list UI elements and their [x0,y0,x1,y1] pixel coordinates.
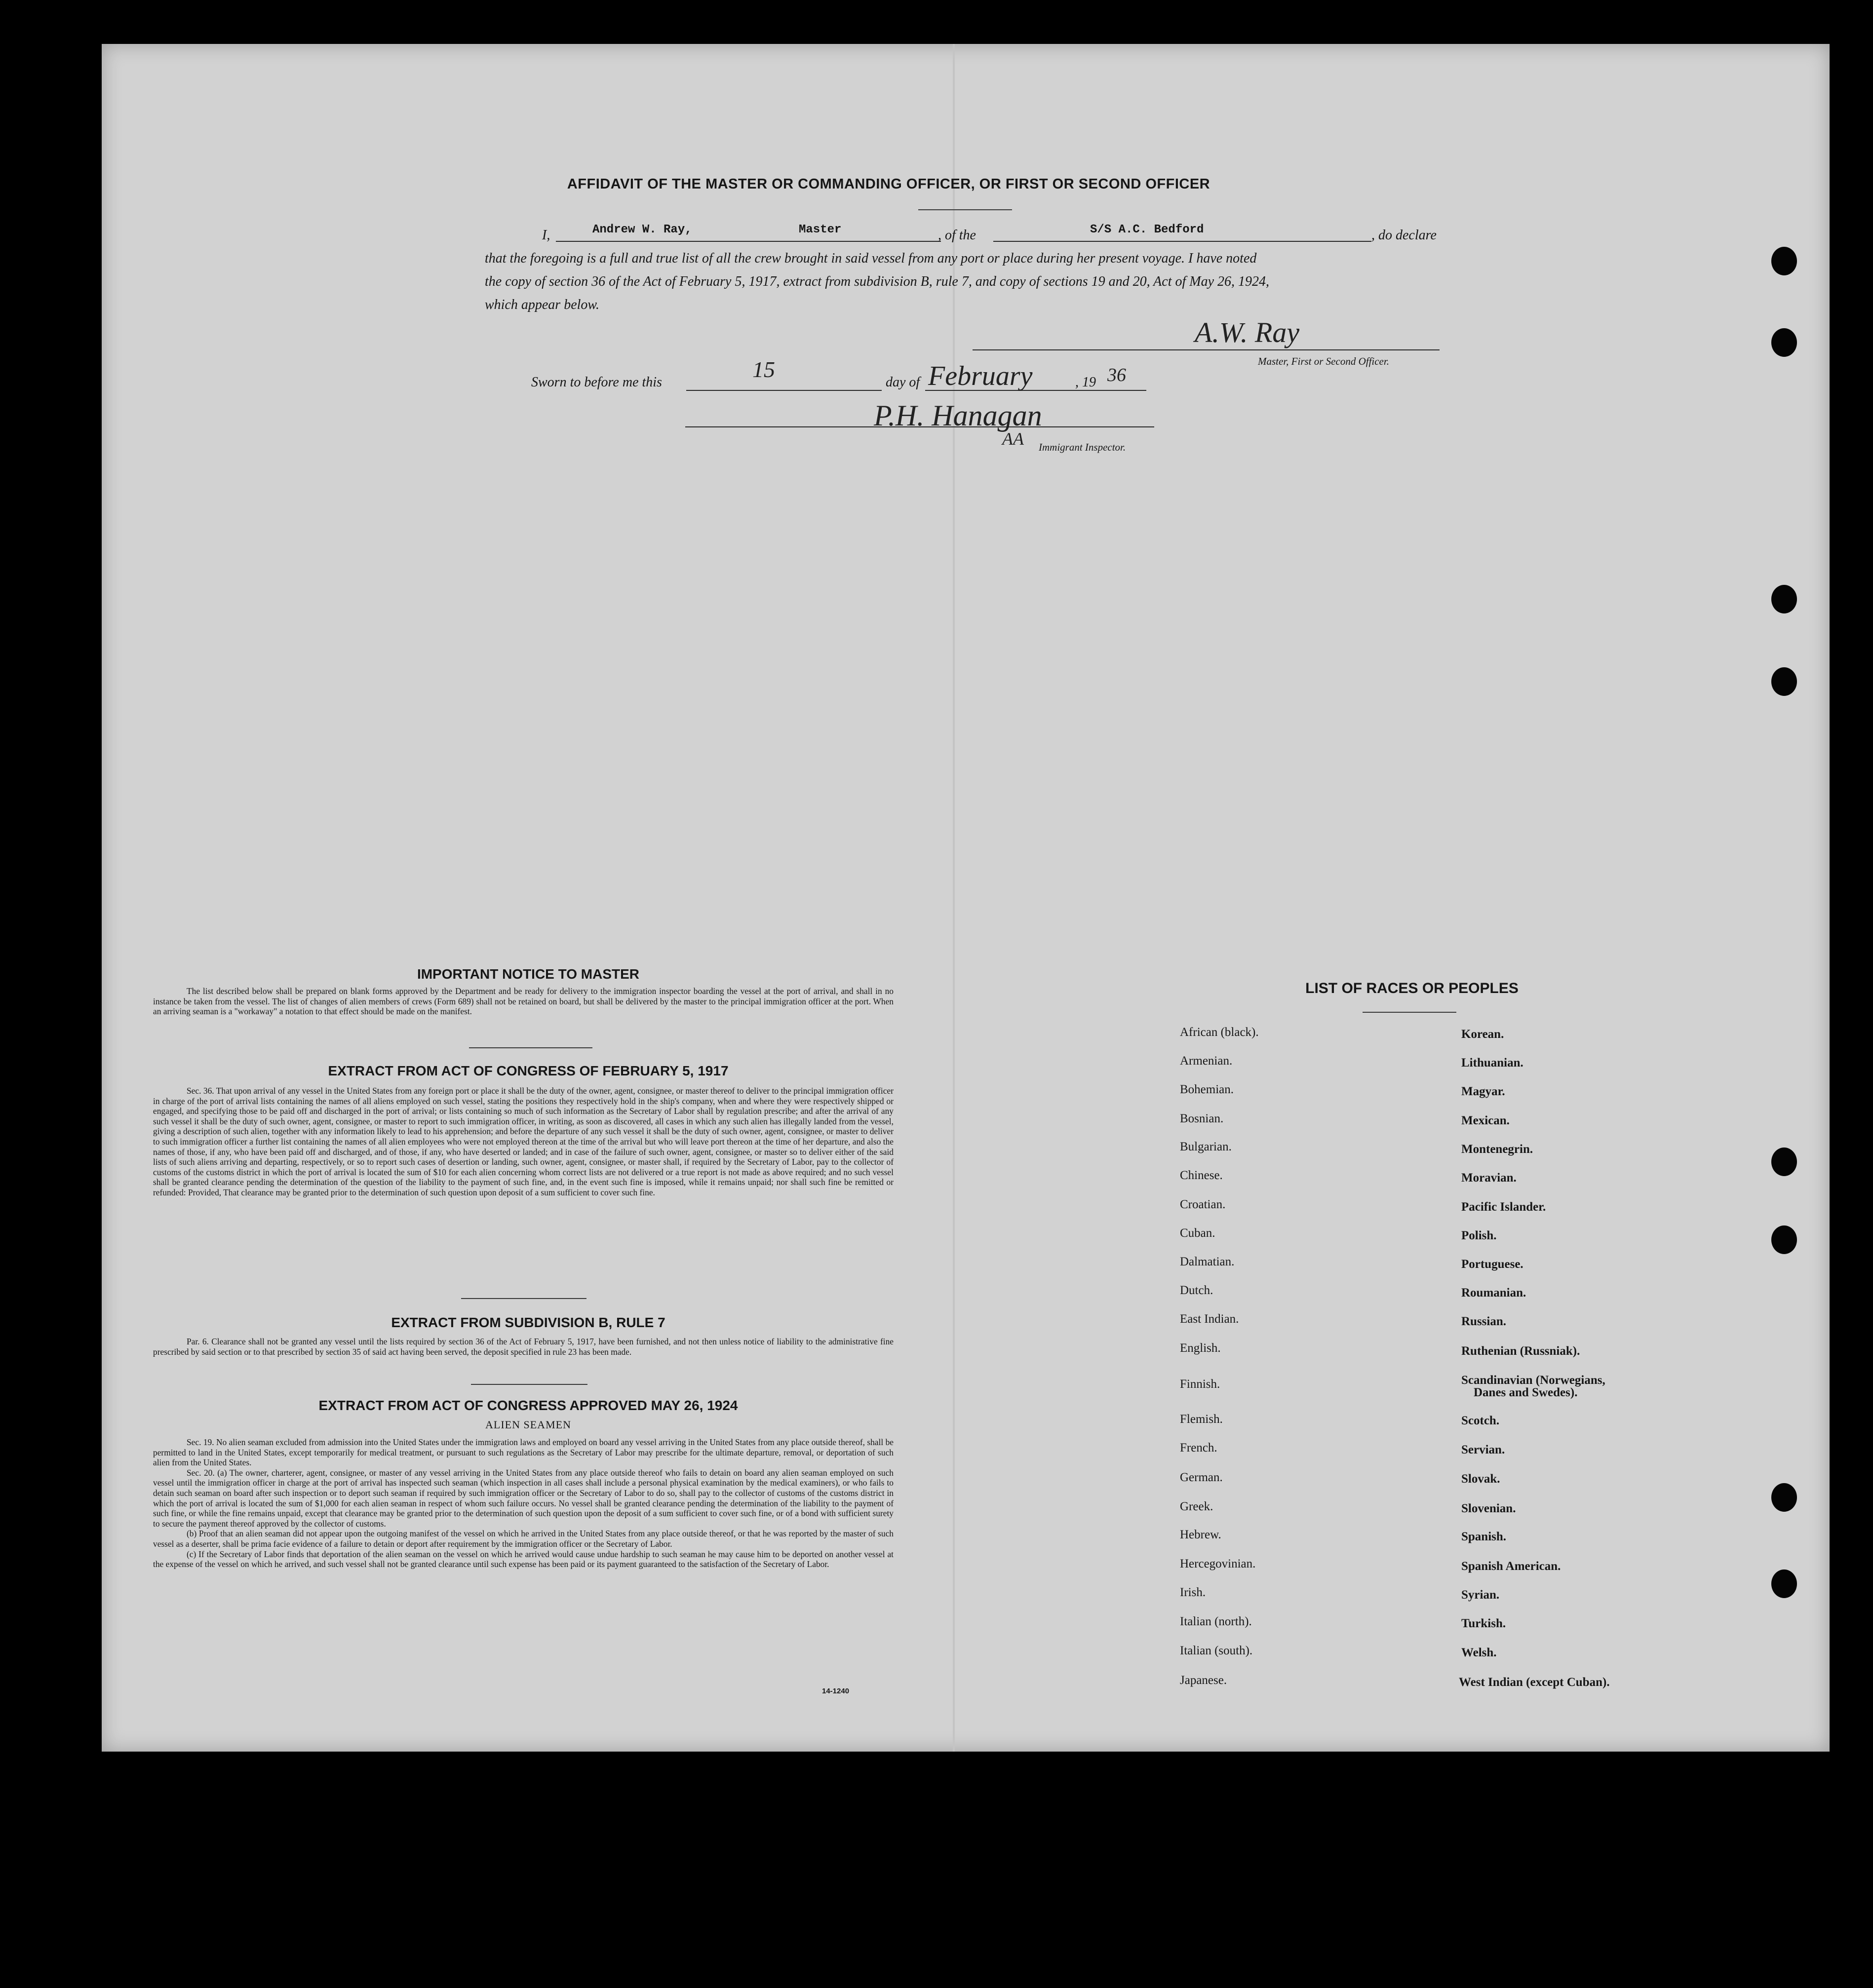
binder-hole [1771,667,1797,696]
master-caption: Master, First or Second Officer. [1258,355,1389,367]
extract-1924-title: EXTRACT FROM ACT OF CONGRESS APPROVED MAY 26, 1924 [318,1398,738,1413]
rule7-body [153,1337,894,1357]
race-item: Russian. [1461,1315,1507,1328]
master-name: Andrew W. Ray, [592,223,692,236]
affidavit-line3: the copy of section 36 of the Act of February 5, 1917, extract from subdivision B, rule 7, and copy of sections 19 and 20, Act of May 26, 1924, [485,274,1270,289]
race-item: Irish. [1180,1586,1206,1599]
vessel-underline [993,241,1371,242]
binder-hole [1771,1225,1797,1254]
extract-1917-rule [461,1298,586,1299]
binder-hole [1771,585,1797,613]
affidavit-title: AFFIDAVIT OF THE MASTER OR COMMANDING OFFICER, OR FIRST OR SECOND OFFICER [567,176,1210,192]
race-item: Mexican. [1461,1114,1510,1127]
race-item: Pacific Islander. [1461,1200,1546,1214]
race-item: Greek. [1180,1500,1213,1513]
race-item: Ruthenian (Russniak). [1461,1344,1580,1358]
section-20c-paragraph: (c) If the Secretary of Labor finds that deportation of the alien seaman on the vessel on which he arrived would cause undue hardship to such seaman he may cause him to be deported on another vessel at the expense of the vessel on which he arrived, and such vessel shall not be granted clearance until such expense has been paid or its payment guaranteed to the satisfaction of the Secretary of Labor. [153,1549,894,1569]
sworn-prefix: Sworn to before me this [531,375,662,390]
binder-hole [1771,247,1797,275]
binder-hole [1771,328,1797,357]
race-item: Scandinavian (Norwegians, [1461,1374,1605,1387]
form-number: 14-1240 [822,1687,850,1695]
race-item: Servian. [1461,1443,1505,1456]
title-rule [918,209,1012,210]
day-of-text: day of [886,375,920,390]
race-item: English. [1180,1341,1221,1355]
binder-hole [1771,1569,1797,1598]
section-20b-paragraph: (b) Proof that an alien seaman did not appear upon the outgoing manifest of the vessel on which he arrived in the United States from any place outside thereof, or that he was reported by the master of such vessel as a deserter, shall be prima facie evidence of a failure to detain or deport after requirement by the immigration officer or the Secretary of Labor. [153,1529,894,1549]
race-item: German. [1180,1471,1223,1484]
sworn-day: 15 [752,357,775,382]
race-item: Dalmatian. [1180,1255,1235,1268]
race-item: Polish. [1461,1229,1497,1242]
year-prefix: , 19 [1075,375,1096,390]
race-item: Hercegovinian. [1180,1557,1256,1570]
race-item: Lithuanian. [1461,1056,1523,1070]
day-underline [686,390,882,391]
notice-title: IMPORTANT NOTICE TO MASTER [417,966,640,982]
notice-paragraph: The list described below shall be prepared on blank forms approved by the Department and be ready for delivery to the immigration inspector boarding the vessel at the port of arrival, and shall in no instance be taken from the vessel. The list of changes of alien members of crews (Form 689) shall not be retained on board, but shall be delivered by the master to the principal immigration officer at the port. When an arriving seaman is a "workaway" a notation to that effect should be made on the manifest. [153,986,894,1017]
races-rule [1363,1012,1456,1013]
rule7-rule [471,1384,587,1385]
race-item: Scotch. [1461,1414,1500,1427]
extract-1917-body [153,1086,894,1198]
affidavit-line4: which appear below. [485,297,600,312]
section-36-paragraph: Sec. 36. That upon arrival of any vessel in the United States from any foreign port or place it shall be the duty of the owner, agent, consignee, or master thereof to deliver to the principal immigration officer in charge of the port of arrival lists containing the names of all aliens employed on such vessel, stating the positions they respectively hold in the ship's company, when and where they were respectively shipped or engaged, and specifying those to be paid off and discharged in the port of arrival; or lists containing so much of such information as the Secretary of Labor shall by regulation prescribe; and after the arrival of any such vessel it shall be the duty of such owner, agent, consignee, or master to report to such immigration officer, in writing, as soon as discovered, all cases in which any such alien has illegally landed from the vessel, giving a description of such alien, together with any information likely to lead to his apprehension; and before the departure of any such vessel it shall be the duty of such owner, agent, consignee, or master to deliver to such immigration officer a further list containing the names of all alien employees who were not employed thereon at the time of the arrival but who will leave port thereon at the time of her departure, and also the names of those, if any, who have been paid off and discharged, and of those, if any, who have deserted or landed; and in case of the failure of such owner, agent, consignee, or master so to deliver either of the said lists of such aliens arriving and departing, respectively, or so to report such cases of desertion or landing, such owner, agent, consignee, or master shall, if required by the Secretary of Labor, pay to the collector of customs of the customs district in which the port of arrival is located the sum of $10 for each alien concerning whom correct lists are not delivered or a true report is not made as above required; and no such vessel shall be granted clearance pending the determination of the question of the liability to the payment of such fine, and, in the event such fine is imposed, while it remains unpaid; nor shall such fine be remitted or refunded: Provided, That clearance may be granted prior to the determination of such question upon deposit of a sum sufficient to cover such fine. [153,1086,894,1197]
race-item: Spanish. [1461,1530,1507,1543]
race-item: Roumanian. [1461,1286,1526,1300]
race-item: Bosnian. [1180,1112,1224,1125]
rule7-title: EXTRACT FROM SUBDIVISION B, RULE 7 [391,1315,665,1330]
master-signature: A.W. Ray [1195,316,1300,348]
race-item: Slovak. [1461,1472,1500,1486]
race-item: Italian (south). [1180,1644,1253,1657]
race-item: African (black). [1180,1026,1259,1039]
binder-hole [1771,1483,1797,1512]
race-item: Bohemian. [1180,1083,1234,1096]
race-item: Hebrew. [1180,1528,1221,1541]
year-underline [1076,390,1146,391]
race-item: Cuban. [1180,1226,1215,1240]
of-the-text: , of the [938,228,976,243]
race-item: Portuguese. [1461,1258,1523,1271]
race-item: Italian (north). [1180,1615,1252,1628]
inspector-signature: P.H. Hanagan [874,399,1042,432]
inspector-caption: Immigrant Inspector. [1039,441,1126,453]
race-item: Moravian. [1461,1171,1517,1185]
race-item: Finnish. [1180,1377,1220,1391]
extract-1924-body [153,1437,894,1569]
race-item: Korean. [1461,1028,1504,1041]
name-underline [556,241,941,242]
race-item: Japanese. [1180,1674,1227,1687]
race-item: French. [1180,1441,1217,1454]
affidavit-line1-prefix: I, [542,228,550,243]
rule7-paragraph: Par. 6. Clearance shall not be granted any vessel until the lists required by section 36 of the Act of February 5, 1917, have been furnished, and not then unless notice of liability to the administrative fine prescribed by said section or to that prescribed by section 35 of said act having been served, the deposit specified in rule 23 has been made. [153,1337,894,1357]
master-signature-line [973,349,1440,350]
race-item: Montenegrin. [1461,1143,1533,1156]
race-item: Croatian. [1180,1198,1226,1211]
notice-body [153,986,894,1017]
race-item: West Indian (except Cuban). [1459,1676,1610,1689]
vessel-name: S/S A.C. Bedford [1090,223,1204,236]
race-item: Syrian. [1461,1588,1500,1602]
binder-hole [1771,1147,1797,1176]
race-item: Welsh. [1461,1646,1497,1659]
race-item: Dutch. [1180,1284,1213,1297]
race-item: Armenian. [1180,1054,1233,1068]
race-item: Bulgarian. [1180,1140,1232,1153]
page-fold [953,44,955,1752]
extract-1917-title: EXTRACT FROM ACT OF CONGRESS OF FEBRUARY 5, 1917 [328,1063,729,1078]
race-item: Spanish American. [1461,1560,1561,1573]
race-item: Danes and Swedes). [1474,1386,1578,1399]
alien-seamen-subtitle: ALIEN SEAMEN [485,1418,571,1431]
inspector-initials: AA [1002,429,1024,449]
race-item: Turkish. [1461,1617,1506,1630]
races-title: LIST OF RACES OR PEOPLES [1305,980,1519,996]
sworn-year: 36 [1107,365,1126,385]
notice-rule [469,1047,592,1048]
section-20a-paragraph: Sec. 20. (a) The owner, charterer, agent, consignee, or master of any vessel arriving in the United States from any place outside thereof who fails to detain on board any alien seaman employed on such vessel until the immigration officer in charge at the port of arrival has inspected such seaman (which inspection in all cases shall include a personal physical examination by the medical examiners), or who fails to detain such seaman on board after such inspection or to deport such seaman if required by such immigration officer or the Secretary of Labor to do so, shall pay to the collector of customs of the customs district in which the port of arrival is located the sum of $1,000 for each alien seaman in respect of whom such failure occurs. No vessel shall be granted clearance pending the determination of the liability to the payment of such fine, or while the fine remains unpaid, except that clearance may be granted prior to the determination of such question upon the deposit of a sum sufficient to cover such fine, or of a bond with sufficient surety to secure the payment thereof approved by the collector of customs. [153,1467,894,1529]
master-rank: Master [799,223,842,236]
race-item: Chinese. [1180,1169,1223,1182]
section-19-paragraph: Sec. 19. No alien seaman excluded from admission into the United States under the immigration laws and employed on board any vessel arriving in the United States from any place outside thereof, shall be permitted to land in the United States, except temporarily for medical treatment, or pursuant to such regulations as the Secretary of Labor may prescribe for the ultimate departure, removal, or deportation of such alien from the United States. [153,1437,894,1468]
race-item: Flemish. [1180,1413,1223,1426]
race-item: East Indian. [1180,1312,1239,1326]
race-item: Slovenian. [1461,1502,1516,1515]
do-declare-text: , do declare [1371,228,1437,243]
affidavit-line2: that the foregoing is a full and true list of all the crew brought in said vessel from any port or place during her present voyage. I have noted [485,251,1257,266]
race-item: Magyar. [1461,1085,1505,1098]
sworn-month: February [928,361,1033,391]
